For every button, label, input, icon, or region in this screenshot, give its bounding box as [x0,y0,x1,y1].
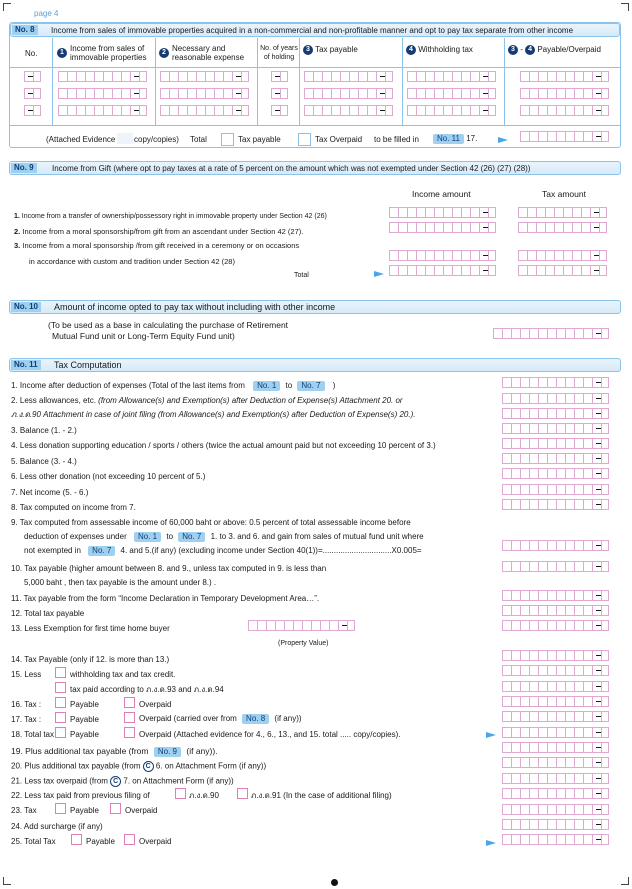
decimal-separator [596,413,601,414]
col-header-tax-payable [303,45,358,55]
col-header-tax-payable-label: Tax payable [315,45,358,55]
tax-computation-field[interactable] [502,605,609,616]
decimal-separator [596,458,601,459]
arrow-right-icon [486,732,496,738]
tax-amount-header: Tax amount [542,189,586,199]
opted-income-field[interactable] [493,328,609,339]
line-18-overpaid: Overpaid (Attached evidence for 4., 6., 13., and 15. total ..... copy/copies). [139,730,401,739]
decimal-separator [596,701,601,702]
pnd90-checkbox[interactable] [175,788,186,799]
tax-computation-field[interactable] [502,561,609,572]
circle-number-icon: 2 [159,48,169,58]
section-ref-tag: No. 11 [433,134,464,144]
fill-in-label: to be filled in [374,135,419,144]
tax-computation-field[interactable] [502,834,609,845]
line-text: ) [332,381,336,390]
decimal-separator [28,110,33,111]
property-value-label: (Property Value) [278,640,329,647]
section-number: No. 10 [11,302,41,312]
col-header-no: No. [25,49,38,58]
decimal-separator [596,655,601,656]
crop-mark-tl [3,3,11,11]
line-5: 5. Balance (3. - 4.) [11,457,77,466]
col-header-years-line2: of holding [263,54,295,61]
tax-paid-checkbox[interactable] [55,682,66,693]
section-title: Income from Gift (where opt to pay taxes at a rate of 5 percent on the amount which was not exempted under Section 42 (26) (27) (28)) [52,164,531,173]
decimal-separator [483,76,488,77]
section-8-header [10,23,620,37]
total-label: Total [190,135,207,144]
circle-number-icon: 4 [525,45,535,55]
tax-payable-checkbox[interactable] [221,133,234,146]
decimal-separator [596,610,601,611]
row-number: 3. [14,241,21,250]
crop-mark-br [621,877,629,885]
section-10-header [9,300,621,314]
tax-computation-field[interactable] [502,468,609,479]
section-ref-tag: No. 1 [253,381,280,391]
attachment-c-icon: C [143,761,154,772]
attached-evidence-label: (Attached Evidence [46,135,116,144]
withholding-checkbox[interactable] [55,667,66,678]
section-8-frame [9,22,621,148]
tax-computation-field[interactable] [502,590,609,601]
tax-computation-field[interactable] [502,408,609,419]
decimal-separator [596,333,601,334]
circle-number-icon: 1 [57,48,67,58]
line-9-cont [24,532,424,542]
section-title: Income from sales of immovable properties acquired in a non-commercial and non-profitable manner and opt to pay tax separate from other income [51,26,574,35]
line-9: 9. Tax computed from assessable income of 60,000 baht or above: 0.5 percent of total assessable income before [11,518,411,527]
section-ref-tag: No. 1 [134,532,161,542]
section-number: No. 8 [12,25,38,35]
decimal-separator [596,443,601,444]
tax-computation-field[interactable] [502,499,609,510]
tax-computation-field[interactable] [502,650,609,661]
decimal-separator [594,270,599,271]
col-header-payable-overpaid: 3 - 4 Payable/Overpaid [508,45,601,55]
decimal-separator [275,76,280,77]
decimal-separator [596,762,601,763]
decimal-separator [596,566,601,567]
line-3: 3. Balance (1. - 2.) [11,426,77,435]
gift-row-1-label [14,212,327,222]
col-header-income [57,44,156,62]
tax-overpaid-checkbox[interactable] [298,133,311,146]
circle-number-icon: 3 [303,45,313,55]
arrow-right-icon [486,840,496,846]
line-10: 10. Tax payable (higher amount between 8. and 9., unless tax computed in 9. is less than [11,564,327,573]
section-number: No. 9 [11,163,37,173]
tax-25-payable-checkbox[interactable] [71,834,82,845]
decimal-separator [596,686,601,687]
tax-computation-field[interactable] [502,540,609,551]
attachment-c-icon: C [110,776,121,787]
line-23-payable: Payable [70,806,99,815]
line-text: 7. on Attachment Form (if any)) [123,776,234,786]
page-label: page 4 [34,9,59,18]
decimal-separator [380,76,385,77]
line-7: 7. Net income (5. - 6.) [11,488,89,497]
income-amount-header: Income amount [412,189,471,199]
decimal-separator [342,625,347,626]
decimal-separator [275,110,280,111]
line-22-pnd91: ภ.ง.ด.91 (In the case of additional filing) [251,791,392,800]
tax-computation-field[interactable] [502,423,609,434]
line-text: not exempted in [24,546,81,555]
row-number: 1. [14,213,20,220]
line-4: 4. Less donation supporting education / sports / others (twice the actual amount paid but not exceeding 10 percent of 3.) [11,441,436,450]
col-header-withholding [406,45,473,55]
col-header-expense-label: Necessary and reasonable expense [172,44,245,62]
s10-note-line1: (To be used as a base in calculating the purchase of Retirement [48,320,289,330]
section-9-header [9,161,621,175]
tax-18-overpaid-checkbox[interactable] [124,727,135,738]
gift-row-2-label [14,227,303,237]
row-text: Income from a moral sponsorship/from gift from an ascendant under Section 42 (27). [22,227,304,236]
line-10-cont: 5,000 baht , then tax payable is the amount under 8.) . [24,578,217,587]
gift-total-label: Total [294,272,309,279]
line-11: 11. Tax payable from the form “Income Declaration in Temporary Development Area…”. [11,594,320,603]
line-14: 14. Tax Payable (only if 12. is more than 13.) [11,655,170,664]
tax-computation-field[interactable] [502,453,609,464]
tax-computation-field[interactable] [502,727,609,738]
decimal-separator [596,110,601,111]
line-text: (if any)). [186,746,218,756]
copies-label: copy/copies) [134,135,179,144]
fill-in-item: 17. [466,134,478,143]
decimal-separator [596,504,601,505]
line-text: 20. Plus additional tax payable (from [11,761,141,771]
decimal-separator [594,227,599,228]
tax-computation-field[interactable] [502,773,609,784]
line-25-overpaid: Overpaid [139,837,172,846]
column-divider [402,38,403,125]
tax-23-payable-checkbox[interactable] [55,803,66,814]
decimal-separator [380,110,385,111]
line-1 [11,381,335,391]
decimal-separator [596,76,601,77]
line-2-cont: ภ.ง.ด.90 Attachment in case of joint filing (from Allowance(s) and Exemption(s) after Deduction of Expense(s) 20.). [11,410,416,419]
line-9-cont2 [24,546,422,556]
section-ref-tag: No. 7 [297,381,324,391]
property-value-field[interactable] [248,620,355,631]
decimal-separator [596,398,601,399]
decimal-separator [596,545,601,546]
pnd91-checkbox[interactable] [237,788,248,799]
decimal-separator [236,76,241,77]
line-15a: withholding tax and tax credit. [70,670,176,679]
s10-note-line2: Mutual Fund unit or Long-Term Equity Fund unit) [52,331,235,341]
arrow-right-icon [374,271,384,277]
line-18-payable: Payable [70,730,99,739]
decimal-separator [236,110,241,111]
row-number: 2. [14,227,21,236]
decimal-separator [596,716,601,717]
line-16-payable: Payable [70,700,99,709]
gift-income-field[interactable] [389,222,496,233]
decimal-separator [134,93,139,94]
line-16: 16. Tax : [11,700,42,709]
tax-computation-field[interactable] [502,819,609,830]
tax-16-payable-checkbox[interactable] [55,697,66,708]
circle-number-icon: 3 [508,45,518,55]
decimal-separator [28,93,33,94]
line-text: 2. Less allowances, etc. [11,396,96,405]
row-text: Income from a moral sponsorship /from gift received in a ceremony or on occasions [22,241,300,250]
decimal-separator [28,76,33,77]
crop-mark-tr [621,3,629,11]
decimal-separator [380,93,385,94]
decimal-separator [483,255,488,256]
section-ref-tag: No. 7 [88,546,115,556]
arrow-right-icon [498,137,508,143]
column-divider [299,38,300,125]
tax-computation-field[interactable] [502,804,609,815]
col-header-years-line1: No. of years [260,45,298,52]
line-2 [11,396,403,406]
copies-count-field[interactable] [117,133,133,144]
line-text-italic: (from Allowance(s) and Exemption(s) after Deduction of Expense(s) Attachment 20. or [98,396,403,405]
fill-in-ref [433,134,477,144]
line-23: 23. Tax [11,806,37,815]
line-19 [11,746,218,757]
decimal-separator [596,93,601,94]
table-header-divider [10,67,620,68]
line-text: 1. to 3. and 6. and gain from sales of mutual fund unit where [210,532,424,541]
line-text: deduction of expenses under [24,532,127,541]
decimal-separator [596,136,601,137]
line-17: 17. Tax : [11,715,42,724]
line-12: 12. Total tax payable [11,609,85,618]
decimal-separator [596,382,601,383]
tax-17-payable-checkbox[interactable] [55,712,66,723]
line-text: 19. Plus additional tax payable (from [11,746,149,756]
column-divider [504,38,505,125]
decimal-separator [483,270,488,271]
decimal-separator [596,595,601,596]
line-text: to [166,532,174,541]
gift-row-3-label [14,241,299,251]
decimal-separator [596,824,601,825]
row-text: Income from a transfer of ownership/possessory right in immovable property under Section 42 (26) [21,213,327,220]
decimal-separator [596,473,601,474]
line-22: 22. Less tax paid from previous filing of [11,791,150,800]
line-text: 1. Income after deduction of expenses (Total of the last items from [11,381,245,390]
column-divider [257,38,258,125]
tax-computation-field[interactable] [502,742,609,753]
gift-row-3-label-cont: in accordance with custom and tradition under Section 42 (28) [29,257,235,266]
tax-23-overpaid-checkbox[interactable] [110,803,121,814]
decimal-separator [483,110,488,111]
line-20 [11,761,266,772]
decimal-separator [483,227,488,228]
gift-income-field[interactable] [389,250,496,261]
decimal-separator [596,732,601,733]
gift-income-field[interactable] [389,207,496,218]
decimal-separator [596,670,601,671]
gift-income-field[interactable] [389,265,496,276]
section-ref-tag: No. 8 [242,714,269,724]
line-23-overpaid: Overpaid [125,806,158,815]
col-header-years [259,44,299,62]
line-text: 4. and 5.(if any) (excluding income under Section 40(1))=...............................X0.005= [120,546,422,555]
col-header-expense [159,44,256,62]
line-text: 6. on Attachment Form (if any)) [155,761,267,771]
decimal-separator [596,747,601,748]
table-footer-divider [10,125,620,126]
tax-computation-field[interactable] [502,681,609,692]
crop-mark-bl [3,877,11,885]
col-header-withholding-label: Withholding tax [418,45,473,55]
decimal-separator [236,93,241,94]
decimal-separator [596,778,601,779]
tax-18-payable-checkbox[interactable] [55,727,66,738]
section-ref-tag: No. 9 [154,747,181,757]
tax-17-overpaid-checkbox[interactable] [124,712,135,723]
decimal-separator [483,212,488,213]
column-divider [52,38,53,125]
tax-computation-field[interactable] [502,711,609,722]
col-header-payable-overpaid-label: Payable/Overpaid [537,45,601,55]
line-25: 25. Total Tax [11,837,56,846]
decimal-separator [596,809,601,810]
decimal-separator [483,93,488,94]
decimal-separator [594,255,599,256]
tax-computation-field[interactable] [502,484,609,495]
line-text: 21. Less tax overpaid (from [11,776,108,786]
tax-computation-field[interactable] [502,757,609,768]
line-15: 15. Less [11,670,42,679]
tax-computation-field[interactable] [502,393,609,404]
line-18: 18. Total tax [11,730,54,739]
tax-computation-field[interactable] [502,665,609,676]
section-ref-tag: No. 7 [178,532,205,542]
line-17-overpaid [139,714,302,724]
tax-16-overpaid-checkbox[interactable] [124,697,135,708]
decimal-separator [596,428,601,429]
tax-computation-field[interactable] [502,696,609,707]
section-title: Tax Computation [54,360,122,370]
line-24: 24. Add surcharge (if any) [11,822,103,831]
decimal-separator [596,625,601,626]
line-8: 8. Tax computed on income from 7. [11,503,136,512]
line-6: 6. Less other donation (not exceeding 10 percent of 5.) [11,472,206,481]
line-13: 13. Less Exemption for first time home buyer [11,624,170,633]
decimal-separator [134,76,139,77]
circle-number-icon: 4 [406,45,416,55]
tax-overpaid-label: Tax Overpaid [315,135,363,144]
line-text: to [285,381,293,390]
tax-computation-field[interactable] [502,377,609,388]
section-11-header [9,358,621,372]
tax-payable-label: Tax payable [238,135,281,144]
line-15b: tax paid according to ภ.ง.ด.93 and ภ.ง.ด.94 [70,685,224,694]
decimal-separator [134,110,139,111]
col-header-income-label: Income from sales of immovable properties [70,44,147,62]
tax-computation-field[interactable] [502,620,609,631]
decimal-separator [594,212,599,213]
tax-25-overpaid-checkbox[interactable] [124,834,135,845]
decimal-separator [596,839,601,840]
registration-dot [331,879,338,886]
decimal-separator [596,489,601,490]
section-number: No. 11 [11,360,41,370]
decimal-separator [275,93,280,94]
tax-computation-field[interactable] [502,788,609,799]
line-16-overpaid: Overpaid [139,700,172,709]
line-text: Overpaid (carried over from [139,714,237,723]
tax-computation-field[interactable] [502,438,609,449]
section-title: Amount of income opted to pay tax without including with other income [54,302,336,312]
line-21 [11,776,234,787]
line-17-payable: Payable [70,715,99,724]
decimal-separator [596,793,601,794]
line-22-pnd90: ภ.ง.ด.90 [189,791,219,800]
line-25-payable: Payable [86,837,115,846]
line-text: (if any)) [274,714,302,723]
